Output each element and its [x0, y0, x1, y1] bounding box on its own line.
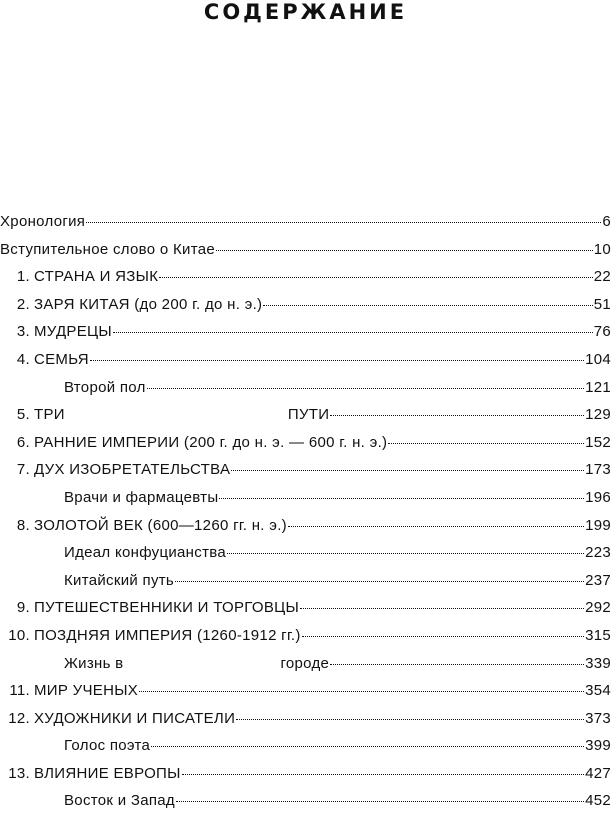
dot-leader [113, 332, 593, 333]
toc-entry [0, 765, 611, 793]
toc-entry-page: 152 [585, 433, 611, 451]
toc-entry [0, 682, 611, 710]
toc-entry [0, 268, 611, 296]
toc-entry-title: ЗОЛОТОЙ ВЕК (600—1260 гг. н. э.) [34, 516, 287, 534]
toc-entry-title: Жизнь в [64, 654, 124, 672]
dot-leader [330, 664, 584, 665]
toc-entry-number: 2. [16, 295, 30, 313]
dot-leader [147, 388, 584, 389]
toc-entry-title: Хронология [0, 213, 86, 230]
dot-leader [300, 608, 584, 609]
dot-leader [388, 443, 584, 444]
dot-leader [219, 498, 584, 499]
toc-entry-title: ПУТЕШЕСТВЕННИКИ И ТОРГОВЦЫ [34, 599, 300, 617]
toc-entry-title: РАННИЕ ИМПЕРИИ (200 г. до н. э. — 600 г. н. э.) [34, 433, 388, 451]
dot-leader [139, 691, 584, 692]
toc-entry-page: 223 [585, 544, 611, 562]
dot-leader [159, 277, 592, 278]
toc-entry-page: 237 [585, 571, 611, 589]
toc-entry-number: 9. [16, 599, 30, 617]
toc-entry-title: Врачи и фармацевты [64, 488, 219, 506]
toc-entry-title: СЕМЬЯ [34, 350, 89, 368]
toc-entry-title: Китайский путь [64, 571, 175, 589]
toc-entry-page: 6 [602, 213, 611, 230]
toc-entry-number: 7. [16, 461, 30, 479]
toc-entry-number: 12. [8, 709, 30, 727]
toc-entry-title: Голос поэта [64, 737, 151, 755]
toc-entry [0, 655, 611, 683]
toc-entry-number: 4. [16, 350, 30, 368]
toc-entry-title: Второй пол [64, 378, 146, 396]
toc-entry-title: ЗАРЯ КИТАЯ (до 200 г. до н. э.) [34, 295, 263, 313]
toc-entry-title: ХУДОЖНИКИ И ПИСАТЕЛИ [34, 709, 236, 727]
dot-leader [182, 774, 584, 775]
toc-entry-page: 51 [593, 295, 611, 313]
toc-entry-number: 11. [9, 682, 30, 700]
dot-leader [302, 636, 584, 637]
toc-entry [0, 517, 611, 545]
dot-leader [227, 553, 584, 554]
toc-entry-title: ТРИ [34, 406, 65, 424]
toc-entry-page: 76 [593, 323, 611, 341]
toc-entry-page: 315 [585, 626, 611, 644]
toc-entry [0, 434, 611, 462]
toc-entry-page: 104 [585, 350, 611, 368]
toc-entry-title: ПОЗДНЯЯ ИМПЕРИЯ (1260-1912 гг.) [34, 626, 301, 644]
toc-entry [0, 544, 611, 572]
dot-leader [86, 222, 601, 223]
toc-entry-title: Вступительное слово о Китае [0, 240, 215, 258]
toc-entry [0, 213, 611, 241]
toc-entry-number: 3. [16, 323, 30, 341]
dot-leader [90, 360, 584, 361]
toc-entry-page: 292 [585, 599, 611, 617]
toc-entry-page: 373 [585, 709, 611, 727]
toc-entry-page: 399 [585, 737, 611, 755]
toc-entry-number: 6. [16, 433, 30, 451]
toc-entry-title: ДУХ ИЗОБРЕТАТЕЛЬСТВА [34, 461, 231, 479]
dot-leader [330, 415, 584, 416]
dot-leader [263, 305, 592, 306]
toc-entry [0, 710, 611, 738]
toc-entry [0, 406, 611, 434]
toc-entry [0, 323, 611, 351]
toc-entry-number: 13. [8, 764, 30, 782]
toc-entry-number: 5. [16, 406, 30, 424]
dot-leader [176, 801, 584, 802]
dot-leader [236, 719, 584, 720]
toc-entry-page: 173 [585, 461, 611, 479]
page-title: СОДЕРЖАНИЕ [203, 0, 408, 24]
toc-entry-number: 8. [16, 516, 30, 534]
toc-entry-title: ВЛИЯНИЕ ЕВРОПЫ [34, 764, 181, 782]
dot-leader [288, 526, 584, 527]
toc-entry-title: Идеал конфуцианства [64, 544, 226, 562]
toc-entry-page: 427 [585, 764, 611, 782]
toc-entry [0, 572, 611, 600]
toc-entry-title: МУДРЕЦЫ [34, 323, 112, 341]
toc-entry-page: 199 [585, 516, 611, 534]
toc-entry [0, 737, 611, 765]
toc-entry-page: 10 [593, 240, 611, 258]
toc-entry-page: 121 [585, 378, 611, 396]
toc-entry [0, 599, 611, 627]
toc-entry-page: 452 [585, 792, 611, 810]
dot-leader [216, 250, 593, 251]
toc-entry-page: 129 [585, 406, 611, 424]
toc-entry [0, 792, 611, 820]
toc-entry [0, 296, 611, 324]
toc-entry-page: 22 [593, 268, 611, 286]
toc-entry-page: 354 [585, 682, 611, 700]
toc-entry [0, 461, 611, 489]
toc-entry [0, 627, 611, 655]
toc-entry [0, 379, 611, 407]
toc-entry-title-continued: городе [280, 654, 330, 672]
dot-leader [175, 581, 584, 582]
table-of-contents [0, 213, 611, 820]
toc-entry-title: СТРАНА И ЯЗЫК [34, 268, 159, 286]
toc-entry-number: 1. [16, 268, 30, 286]
toc-entry-title: МИР УЧЕНЫХ [34, 682, 139, 700]
toc-entry [0, 241, 611, 269]
toc-entry [0, 489, 611, 517]
dot-leader [151, 746, 584, 747]
toc-entry-number: 10. [8, 626, 30, 644]
toc-entry [0, 351, 611, 379]
toc-entry-page: 339 [585, 654, 611, 672]
dot-leader [231, 470, 584, 471]
toc-entry-page: 196 [585, 488, 611, 506]
toc-entry-title: Восток и Запад [64, 792, 175, 810]
toc-entry-title-continued: ПУТИ [287, 406, 330, 424]
